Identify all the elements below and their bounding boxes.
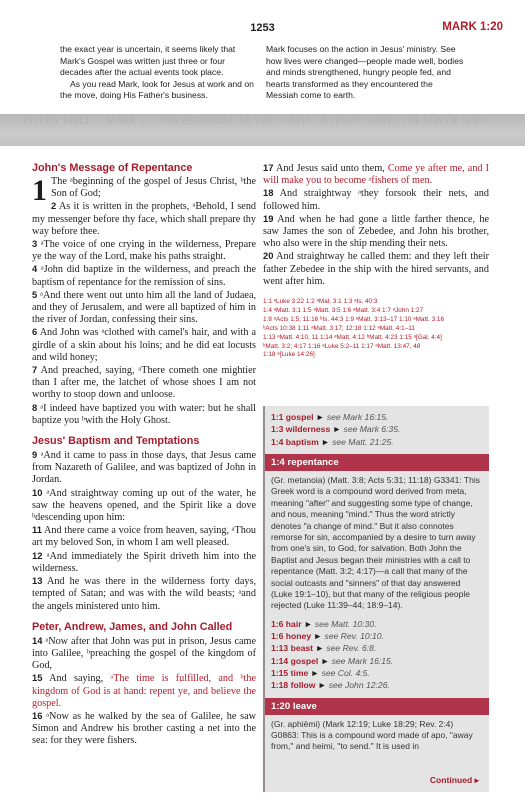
verse-14 (32, 635, 256, 673)
arrow-icon: ► (317, 680, 327, 691)
word-study-body: (Gr. aphiēmi) (Mark 12:19; Luke 18:29; Rev. 2:4) G0863: This is a compound word made of apo, "away from," and heimi, "to send." It is used in (271, 718, 473, 752)
intro-paragraph: Mark focuses on the action in Jesus' ministry. See how lives were changed—people made well, bodies and minds strengthened, hungry people fed, and hearts transformed as they encountered the Messiah come to earth. (266, 44, 464, 101)
verse-text: ᵃAnd immediately the Spirit driveth him into the wilderness. (32, 550, 257, 574)
word-link: 1:3 wilderness ► see Mark 6:35. (271, 424, 401, 435)
verse-number: 12 (32, 549, 43, 561)
verse-text: ᵃI indeed have baptized you with water: but he shall baptize you ᵇwith the Holy Ghost. (32, 402, 257, 426)
arrow-icon: ► (315, 643, 324, 654)
crossref-row: 1:18 ᵃ[Luke 14:26] (263, 351, 315, 359)
verse-text: ᵃThe voice of one crying in the wilderness, Prepare ye the way of the Lord, make his paths straight. (32, 239, 256, 263)
verse-number: 10 (32, 486, 43, 498)
arrow-icon: ► (313, 631, 323, 642)
verse-number: 13 (32, 575, 43, 587)
verse-number: 20 (263, 250, 274, 262)
verse-number: 17 (263, 162, 274, 173)
words-of-jesus: Come ye after me, and I will make you to become ᵃfishers of men. (263, 163, 489, 187)
verse-number: 16 (32, 709, 43, 721)
verse-3 (32, 238, 256, 263)
verse-text: And when he had gone a little farther thence, he saw James the son of Zebedee, and John his brother, who also were in the ship mending their nets. (263, 213, 490, 250)
word-link: 1:6 honey ► see Rev. 10:10. (271, 631, 384, 642)
verse-20 (263, 250, 489, 288)
verse-13 (32, 575, 256, 613)
word-link: 1:4 baptism ► see Matt. 21:25. (271, 436, 394, 447)
verse-text: ᵃNow after that John was put in prison, Jesus came into Galilee, ᵇpreaching the gospel of the kingdom of God, (32, 635, 256, 672)
verse-text: And straightway ᵃthey forsook their nets, and followed him. (263, 188, 489, 212)
verse-text: As it is written in the prophets, ᵃBehold, I send my messenger before thy face, which shall prepare thy way before thee. (32, 201, 257, 237)
verse-text: And there came a voice from heaven, saying, ᵃThou art my beloved Son, in whom I am well pleased. (32, 525, 257, 549)
verse-text: And Jesus said unto them, (275, 163, 388, 174)
verse-number: 3 (32, 238, 38, 250)
verse-4 (32, 263, 256, 288)
arrow-icon: ► (320, 655, 330, 666)
scripture-column-left (32, 162, 256, 748)
arrow-icon: ► (310, 667, 320, 678)
verse-number: 9 (32, 449, 38, 461)
crossref-row: ᵇMatt. 3:2; 4:17 1:16 ᵃLuke 5:2–11 1:17 ᵃMatt. 13:47, 48 (263, 342, 421, 350)
verse-number: 11 (32, 524, 42, 536)
verse-number: 15 (32, 672, 43, 684)
verse-text: And he was there in the wilderness forty days, tempted of Satan; and was with the wild beasts; ᵃand the angels ministered unto him. (32, 576, 257, 612)
scripture-column-right (263, 162, 489, 360)
verse-number: 7 (32, 364, 38, 376)
verse-number: 2 (51, 200, 57, 212)
verse-text: The ᵃbeginning of the gospel of Jesus Christ, ᵇthe Son of God; (51, 176, 256, 200)
crossref-row: 1:8 ᵃActs 1:5; 11:16 ᵇIs. 44:3 1:9 ᵃMatt. 3:13–17 1:10 ᵃMatt. 3:16 (263, 315, 445, 323)
intro-left-column (60, 44, 256, 102)
banner-ghost-text: (STUDY BIBLE — MARK 1 — THE BEGINNING OF THE GOSPEL OF JESUS CHRIST, THE SON OF GOD) (24, 116, 487, 127)
running-head: MARK 1:20 (442, 21, 503, 33)
word-study-body: (Gr. metanoia) (Matt. 3:8; Acts 5:31; 11:18) G3341: This Greek word is a compound word derived from meta, meaning "after" and suggesting some type of change, and nous, meaning "mind." Thus the word strictly denotes "a change of mind." But it also connotes remorse for sin, accompanied by a desire to turn away from one's sin, to God, for salvation. Both John the Baptist and Jesus began their ministries with a call to repentance (Matt. 3:2; 4:17)—a call that many of the social outcasts and "sinners" of that day answered (Luke 19:1–10), but that many of the religious people rejected (Luke 11:39–44; 18:9–14). (271, 474, 480, 611)
decorative-banner (0, 114, 525, 146)
section-heading: Peter, Andrew, James, and John Called (32, 620, 233, 633)
arrow-icon: ► (332, 424, 342, 435)
section-heading: Jesus' Baptism and Temptations (32, 435, 200, 448)
words-of-jesus: ᵃThe time is fulfilled, and ᵇthe kingdom of God is at hand: repent ye, and believe the gospel. (32, 673, 256, 709)
verse-5 (32, 289, 256, 327)
arrow-icon: ► (303, 618, 313, 629)
verse-2 (32, 200, 256, 238)
drop-cap: 1 (32, 174, 47, 207)
verse-text: And saying, (49, 673, 111, 685)
word-link: 1:13 beast ► see Rev. 6:8. (271, 643, 377, 654)
continued-label: Continued ▸ (429, 775, 479, 785)
verse-9 (32, 449, 256, 487)
word-link: 1:18 follow ► see John 12:26. (271, 680, 390, 691)
verse-16 (32, 710, 256, 748)
arrow-icon: ► (321, 436, 330, 447)
verse-18 (263, 187, 489, 212)
verse-text: ᵃAnd there went out unto him all the land of Judaea, and they of Jerusalem, and were all baptized of him in the river of Jordan, confessing their sins. (32, 289, 257, 326)
word-link: 1:14 gospel ► see Mark 16:15. (271, 655, 394, 666)
word-study-heading: 1:20 leave (265, 698, 489, 715)
verse-text: And straightway he called them: and they left their father Zebedee in the ship with the hired servants, and went after him. (263, 251, 490, 287)
verse-number: 6 (32, 326, 38, 338)
verse-text: And John was ᵃclothed with camel's hair, and with a girdle of a skin about his loins; and he did eat locusts and wild honey; (32, 327, 256, 363)
verse-number: 19 (263, 212, 274, 224)
arrow-icon: ► (315, 412, 325, 422)
page-number: 1253 (250, 22, 275, 34)
verse-number: 4 (32, 263, 38, 275)
verse-text: And preached, saying, ᵃThere cometh one mightier than I after me, the latchet of whose shoes I am not worthy to stoop down and unloose. (32, 365, 257, 401)
intro-right-column (266, 44, 466, 102)
verse-6 (32, 326, 256, 364)
cross-references (263, 298, 489, 360)
word-study-heading: 1:4 repentance (265, 454, 489, 471)
verse-number: 18 (263, 187, 274, 199)
verse-1 (32, 174, 256, 207)
verse-15 (32, 672, 256, 710)
verse-19 (263, 213, 489, 251)
verse-11 (32, 524, 256, 549)
verse-text: ᵃNow as he walked by the sea of Galilee, he saw Simon and Andrew his brother casting a net into the sea: for they were fishers. (32, 710, 256, 747)
word-link: 1:1 gospel ► see Mark 16:15. (271, 412, 389, 422)
word-study-sidebar (263, 406, 489, 792)
verse-number: 5 (32, 288, 38, 300)
intro-paragraph: As you read Mark, look for Jesus at work and on the move, doing His Father's business. (60, 78, 254, 101)
intro-paragraph: the exact year is uncertain, it seems likely that Mark's Gospel was written just three or four decades after the actual events took place. (60, 44, 236, 78)
verse-text: ᵃJohn did baptize in the wilderness, and preach the baptism of repentance for the remission of sins. (32, 264, 256, 288)
section-heading: John's Message of Repentance (32, 162, 193, 174)
word-link: 1:15 time ► see Col. 4:5. (271, 667, 370, 678)
verse-7 (32, 364, 256, 402)
verse-text: ᵃAnd straightway coming up out of the water, he saw the heavens opened, and the Spirit like a dove ᵇdescending upon him: (32, 487, 257, 524)
verse-number: 14 (32, 634, 43, 646)
crossref-row: 1:4 ᵃMatt. 3:1 1:5 ᵃMatt. 3:5 1:6 ᵃMatt. 3:4 1:7 ᵃJohn 1:27 (263, 306, 424, 314)
crossref-row: 1:13 ᵃMatt. 4:10, 11 1:14 ᵃMatt. 4:12 ᵇMatt. 4:23 1:15 ᵃ[Gal. 4:4] (263, 333, 442, 341)
word-link: 1:6 hair ► see Matt. 10:30. (271, 618, 377, 629)
verse-text: ᵃAnd it came to pass in those days, that Jesus came from Nazareth of Galilee, and was baptized of John in Jordan. (32, 450, 257, 486)
crossref-row: 1:1 ᵃLuke 3:22 1:2 ᵃMal. 3:1 1:3 ᵃIs. 40:3 (263, 298, 378, 306)
verse-12 (32, 550, 256, 575)
verse-8 (32, 402, 256, 427)
verse-number: 8 (32, 401, 38, 413)
verse-10 (32, 487, 256, 525)
crossref-row: ᵇActs 10:38 1:11 ᵃMatt. 3:17; 12:18 1:12 ᵃMatt. 4:1–11 (263, 324, 415, 332)
verse-17 (263, 162, 489, 187)
